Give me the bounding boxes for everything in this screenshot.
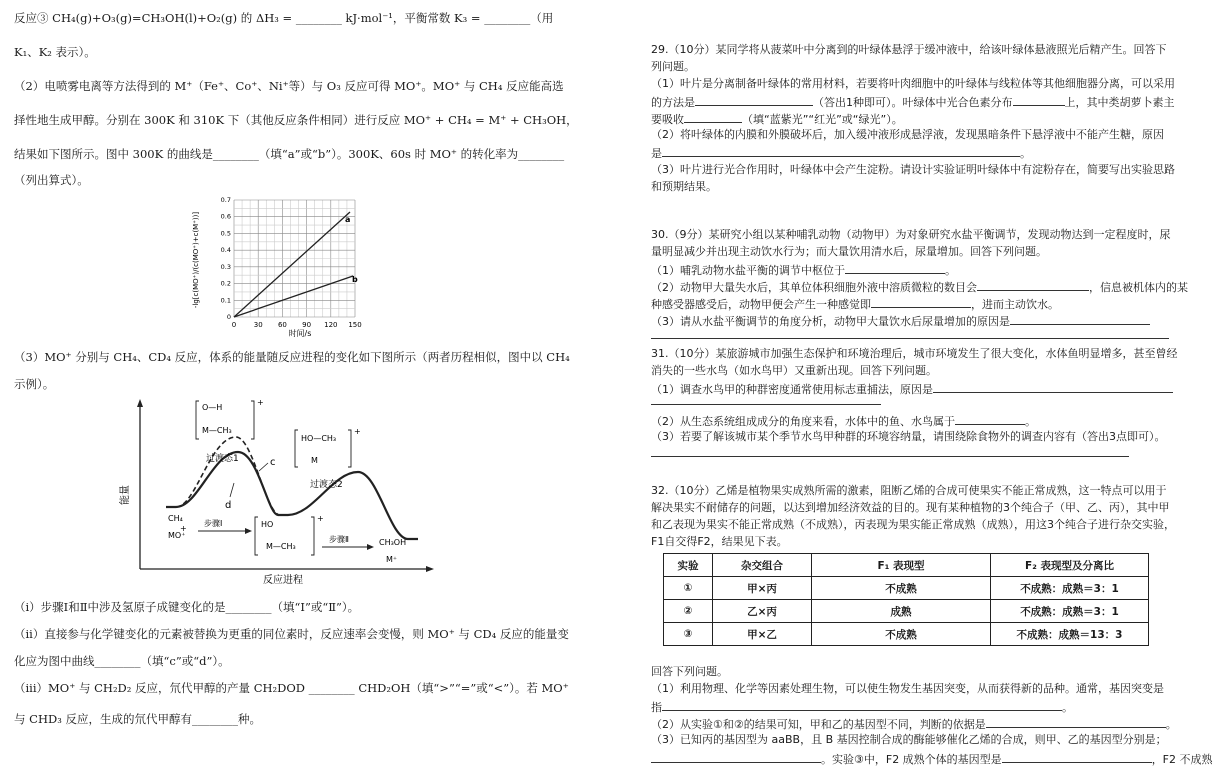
conversion-chart [190,190,380,338]
ts1-label: 过渡态1 [206,454,239,464]
plus-sign: + [180,524,187,533]
x-tick-label: 60 [277,321,287,329]
reactant-ch4: CH₄ [168,514,183,523]
text-line: 32.（10分）乙烯是植物果实成熟所需的激素，阻断乙烯的合成可使果实不能正常成熟，这一特点可以用于 [651,484,1167,497]
text-line: （2）将叶绿体的内膜和外膜破坏后，加入缓冲液形成悬浮液，发现黑暗条件下悬浮液中不能产生糖，原因 [651,128,1164,141]
step1-label: 步骤Ⅰ [204,519,223,528]
x-tick-label: 150 [348,321,362,329]
answer-line [651,404,881,405]
ts2-label: 过渡态2 [310,480,343,490]
text-line: （1）调查水鸟甲的种群密度通常使用标志重捕法，原因是 [651,381,1173,397]
table-header-row [664,554,1149,577]
curve-a-label: a [345,215,351,224]
text-line: 化应为图中曲线________（填“c”或“d”）。 [14,654,230,668]
x-tick-label: 0 [231,321,237,329]
text-line: 反应③ CH₄(g)+O₃(g)=CH₃OH(l)+O₂(g) 的 ΔH₃ = ________ kJ·mol⁻¹，平衡常数 K₃ = ________（用 [14,11,554,25]
text-line: （iii）MO⁺ 与 CH₂D₂ 反应，氘代甲醇的产量 CH₂DOD ________ CHD₂OH（填“>”“=”或“<”）。若 MO⁺ [14,681,569,695]
table-header: 杂交组合 [713,554,812,577]
reactant-mo: MO⁺ [168,531,186,540]
table-cell: 不成熟：成熟＝3：1 [991,577,1149,600]
int-charge: + [317,514,324,523]
chart-y-label: -lg[c(MO⁺)/(c(MO⁺)+c(M⁺))] [192,211,200,309]
step2-label: 步骤Ⅱ [329,535,349,544]
chart-x-label: 时间/s [288,329,312,338]
ts1-structure-bottom: M—CH₃ [202,426,232,435]
progress-axis-label: 反应进程 [263,575,303,586]
x-tick-label: 30 [253,321,263,329]
ts1-charge: + [257,398,264,407]
y-tick-label: 0.2 [220,279,231,288]
table-cell: 不成熟 [812,577,991,600]
text-line: 结果如下图所示。图中 300K 的曲线是________（填“a”或“b”）。300K、60s 时 MO⁺ 的转化率为________ [14,147,565,161]
table-row [664,623,1149,646]
table-cell: 乙×丙 [713,600,812,623]
text-line: 29.（10分）某同学将从菠菜叶中分离到的叶绿体悬浮于缓冲液中，给该叶绿体悬液照光后精产生。回答下 [651,43,1167,56]
table-row [664,600,1149,623]
table-cell: 不成熟：成熟＝3：1 [991,600,1149,623]
table-cell: 甲×丙 [713,577,812,600]
answer-line [651,338,1169,339]
text-line: （2）从实验①和②的结果可知，甲和乙的基因型不同，判断的依据是 。 [651,718,1177,731]
text-line: （2）从生态系统组成成分的角度来看，水体中的鱼、水鸟属于 。 [651,415,1036,428]
table-cell: 成熟 [812,600,991,623]
table-cell: 甲×乙 [713,623,812,646]
text-line: 的方法是 （答出1种即可）。叶绿体中光合色素分布 上，其中类胡萝卜素主 [651,96,1175,109]
text-line: 择性地生成甲醇。分别在 300K 和 310K 下（其他反应条件相同）进行反应 MO⁺ + CH₄ = M⁺ + CH₃OH， [14,113,578,127]
x-tick-label: 90 [302,321,312,329]
text-line: （3）叶片进行光合作用时，叶绿体中会产生淀粉。请设计实验证明叶绿体中有淀粉存在，简要写出实验思路 [651,163,1175,176]
curve-b-label: b [352,275,358,284]
text-line: F1自交得F2，结果见下表。 [651,535,788,548]
chart-grid [234,200,355,317]
text-line: 和乙表现为果实不能正常成熟（不成熟），丙表现为果实能正常成熟（成熟），用这3个纯合子进行杂交实验， [651,518,1175,531]
text-line: （3）MO⁺ 分别与 CH₄、CD₄ 反应，体系的能量随反应进程的变化如下图所示（两者历程相似，图中以 CH₄ [14,350,570,364]
table-header: F₁ 表现型 [812,554,991,577]
y-tick-label: 0.1 [220,296,231,305]
text-line: （1）哺乳动物水盐平衡的调节中枢位于 。 [651,264,956,277]
table-row [664,577,1149,600]
answer-line [651,456,1129,457]
text-line: 30.（9分）某研究小组以某种哺乳动物（动物甲）为对象研究水盐平衡调节，发现动物达到一定程度时，尿 [651,228,1171,241]
curve-a [234,212,350,317]
text-line: 是 。 [651,147,1031,160]
curve-b [234,276,353,317]
text-line: （2）动物甲大量失水后，其单位体积细胞外液中溶质微粒的数目会 ，信息被机体内的某 [651,281,1188,294]
text-line: 消失的一些水鸟（如水鸟甲）又重新出现。回答下列问题。 [651,364,937,377]
int-structure-bottom: M—CH₃ [266,542,296,551]
table-cell: 不成熟 [812,623,991,646]
y-tick-label: 0.3 [220,262,231,271]
text-line: （列出算式）。 [14,173,89,187]
y-tick-label: 0.6 [220,212,231,221]
table-cell: ② [664,600,713,623]
text-line: （i）步骤Ⅰ和Ⅱ中涉及氢原子成键变化的是________（填“Ⅰ”或“Ⅱ”）。 [14,600,360,614]
y-tick-label: 0 [226,313,231,321]
text-line: K₁、K₂ 表示）。 [14,45,96,59]
product-m: M⁺ [386,555,398,564]
text-line: （3）若要了解该城市某个季节水鸟甲种群的环境容纳量，请围绕除食物外的调查内容有（答出3点即可）。 [651,430,1166,443]
y-tick-label: 0.5 [220,229,231,238]
text-line: （ii）直接参与化学键变化的元素被替换为更重的同位素时，反应速率会变慢，则 MO⁺ 与 CD₄ 反应的能量变 [14,627,569,641]
text-line: 示例）。 [14,377,55,391]
table-cell: 不成熟：成熟＝13：3 [991,623,1149,646]
x-tick-label: 120 [324,321,338,329]
text-line: （3）已知丙的基因型为 aaBB，且 B 基因控制合成的酶能够催化乙烯的合成，则甲、乙的基因型分别是； [651,733,1167,746]
int-structure-top: HO [261,520,274,529]
text-line: 要吸收 （填“蓝紫光”“红光”或“绿光”）。 [651,113,903,126]
genetics-table [663,553,1149,646]
curve-c-label: c [270,457,276,468]
text-line: （3）请从水盐平衡调节的角度分析，动物甲大量饮水后尿量增加的原因是 [651,313,1150,329]
ts2-charge: + [354,427,361,436]
text-line: （2）电喷雾电离等方法得到的 M⁺（Fe⁺、Co⁺、Ni⁺等）与 O₃ 反应可得 MO⁺。MO⁺ 与 CH₄ 反应能高选 [14,79,564,93]
text-line: 回答下列问题。 [651,665,728,678]
text-line: 31.（10分）某旅游城市加强生态保护和环境治理后，城市环境发生了很大变化，水体鱼明显增多，甚至曾经 [651,347,1178,360]
ts2-structure-bottom: M [311,456,318,465]
text-line: 。实验③中，F2 成熟个体的基因型是 ，F2 不成熟 [651,751,1213,767]
ts1-structure-top: O—H [202,403,223,412]
text-line: 解决果实不耐储存的问题，以达到增加经济效益的目的。现有某种植物的3个纯合子（甲、乙、丙），其中甲 [651,501,1170,514]
text-line: 量明显减少并出现主动饮水行为；而大量饮用清水后，尿量增加。回答下列问题。 [651,245,1047,258]
text-line: 种感受器感受后，动物甲便会产生一种感觉即 ，进而主动饮水。 [651,298,1059,311]
table-cell: ① [664,577,713,600]
product-ch3oh: CH₃OH [379,538,407,547]
y-tick-label: 0.4 [220,246,231,255]
text-line: （1）利用物理、化学等因素处理生物，可以使生物发生基因突变，从而获得新的品种。通常，基因突变是 [651,682,1164,695]
table-header: 实验 [664,554,713,577]
ts2-structure-top: HO—CH₃ [301,434,337,443]
table-header: F₂ 表现型及分离比 [991,554,1149,577]
text-line: （1）叶片是分离制备叶绿体的常用材料，若要将叶肉细胞中的叶绿体与线粒体等其他细胞器分离，可以采用 [651,77,1175,90]
text-line: 指 。 [651,701,1073,714]
energy-axis-label: 能量 [120,485,131,505]
curve-d-label: d [225,500,232,511]
text-line: 和预期结果。 [651,180,717,193]
y-tick-label: 0.7 [220,196,231,204]
text-line: 列问题。 [651,60,695,73]
energy-diagram [118,397,438,589]
table-cell: ③ [664,623,713,646]
text-line: 与 CHD₃ 反应，生成的氘代甲醇有________种。 [14,712,261,726]
